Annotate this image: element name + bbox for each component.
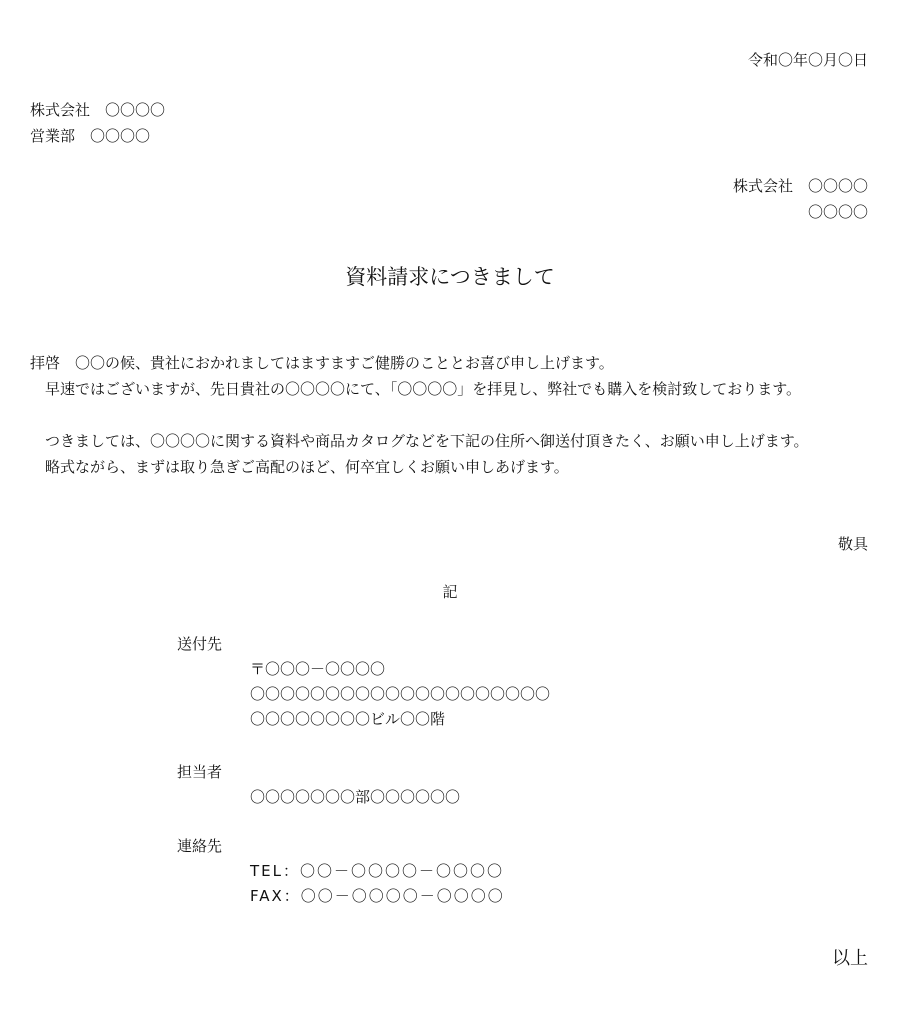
body-paragraph-closing: 略式ながら、まずは取り急ぎご高配のほど、何卒宜しくお願い申しあげます。 <box>45 458 569 476</box>
recipient-block <box>30 97 165 149</box>
letter-body <box>30 350 870 480</box>
destination-address-line2: 〇〇〇〇〇〇〇〇ビル〇〇階 <box>250 710 446 728</box>
contact-fax: FAX：〇〇－〇〇〇〇－〇〇〇〇 <box>250 887 505 905</box>
recipient-department: 営業部 〇〇〇〇 <box>30 127 151 145</box>
contact-tel: TEL：〇〇－〇〇〇〇－〇〇〇〇 <box>250 862 504 880</box>
ki-heading: 記 <box>442 583 458 601</box>
body-greeting: 拝啓 〇〇の候、貴社におかれましてはますますご健勝のこととお喜び申し上げます。 <box>30 354 614 372</box>
recipient-company: 株式会社 〇〇〇〇 <box>30 101 166 119</box>
letter-date: 令和〇年〇月〇日 <box>747 51 868 69</box>
sender-block <box>733 173 868 225</box>
letter-title: 資料請求につきまして <box>345 265 555 289</box>
contact-label: 連絡先 <box>177 837 223 855</box>
end-ijou: 以上 <box>832 948 868 969</box>
destination-postal: 〒〇〇〇－〇〇〇〇 <box>250 660 386 678</box>
sender-name: 〇〇〇〇 <box>807 203 868 221</box>
person-value: 〇〇〇〇〇〇〇部〇〇〇〇〇〇 <box>250 788 461 806</box>
destination-label: 送付先 <box>177 635 223 653</box>
body-paragraph-request: つきましては、〇〇〇〇に関する資料や商品カタログなどを下記の住所へ御送付頂きたく、お願い申し上げます。 <box>45 432 809 450</box>
person-label: 担当者 <box>177 763 223 781</box>
body-paragraph-inquiry: 早速ではございますが、先日貴社の〇〇〇〇にて、「〇〇〇〇」を拝見し、弊社でも購入を検討致しております。 <box>45 380 802 398</box>
destination-address-line1: 〇〇〇〇〇〇〇〇〇〇〇〇〇〇〇〇〇〇〇〇 <box>250 685 551 703</box>
sender-company: 株式会社 〇〇〇〇 <box>732 177 868 195</box>
closing-keigu: 敬具 <box>837 535 868 553</box>
